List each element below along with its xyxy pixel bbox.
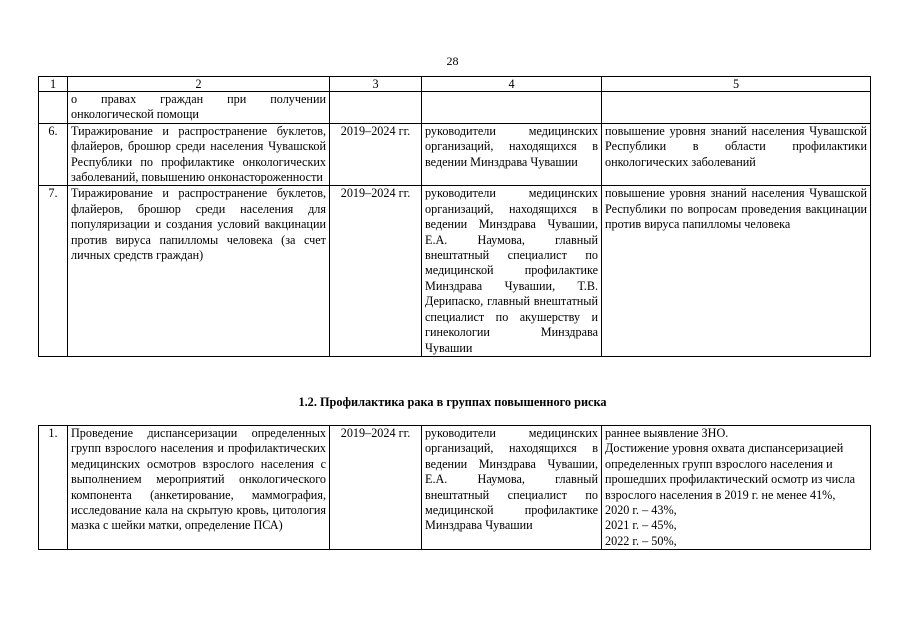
column-number-header (39, 77, 871, 92)
years-cell: 2019–2024 гг. (330, 426, 422, 550)
years-cell: 2019–2024 гг. (330, 186, 422, 356)
responsible-cell: руководители медицинских организаций, находящихся в ведении Минздрава Чувашии (422, 123, 602, 186)
row-number: 7. (39, 186, 68, 356)
risk-groups-table (38, 425, 871, 550)
result-cell: повышение уровня знаний населения Чувашской Республики в области профилактики онкологических заболеваний (602, 123, 871, 186)
result-line: 2020 г. – 43%, (605, 503, 677, 518)
result-line: 2022 г. – 50%, (605, 533, 677, 548)
result-line: раннее выявление ЗНО. (605, 426, 729, 440)
action-cell: Тиражирование и распространение буклетов, флайеров, брошюр среди населения Чувашской Республики по профилактике онкологических заболеваний, повышению онконастороженности (68, 123, 330, 186)
column-header: 4 (422, 77, 602, 92)
column-header: 3 (330, 77, 422, 92)
measures-table-continued (38, 76, 871, 357)
result-cell: повышение уровня знаний населения Чувашской Республики по вопросам проведения вакцинации против вируса папилломы человека (602, 186, 871, 356)
result-cell (602, 92, 871, 124)
responsible-cell: руководители медицинских организаций, находящихся в ведении Минздрава Чувашии, Е.А. Наумова, главный внештатный специалист по медицинской профилактике Минздрава Чувашии, Т.В. Дерипаско, главный внештатный специалист по акушерству и гинекологии Минздрава Чувашии (422, 186, 602, 356)
column-header: 2 (68, 77, 330, 92)
column-header: 1 (39, 77, 68, 92)
table-row (39, 186, 871, 356)
action-cell: о правах граждан при получении онкологической помощи (68, 92, 330, 124)
result-line: Достижение уровня охвата диспансеризацией определенных групп взрослого населения и прошедших профилактический осмотр из числа взрослого населения в 2019 г. не менее 41%, (605, 441, 856, 502)
column-header: 5 (602, 77, 871, 92)
result-line: 2021 г. – 45%, (605, 518, 677, 533)
years-cell: 2019–2024 гг. (330, 123, 422, 186)
result-cell (602, 426, 871, 550)
page-number: 28 (446, 54, 459, 68)
action-cell: Тиражирование и распространение буклетов, флайеров, брошюр среди населения для популяризации и создания условий вакцинации против вируса папилломы человека (за счет личных средств граждан) (68, 186, 330, 356)
table-row (39, 92, 871, 124)
table-row (39, 123, 871, 186)
section-title: 1.2. Профилактика рака в группах повышенного риска (298, 395, 607, 409)
row-number: 6. (39, 123, 68, 186)
row-number: 1. (39, 426, 68, 550)
years-cell (330, 92, 422, 124)
action-cell: Проведение диспансеризации определенных групп взрослого населения и профилактических медицинских осмотров взрослого населения с выполнением мероприятий онкологического компонента (анкетирование, маммография, исследование кала на скрытую кровь, цитология мазка с шейки матки, определение ПСА) (68, 426, 330, 550)
responsible-cell (422, 92, 602, 124)
table-row (39, 426, 871, 550)
responsible-cell: руководители медицинских организаций, находящихся в ведении Минздрава Чувашии, Е.А. Наумова, главный внештатный специалист по медицинской профилактике Минздрава Чувашии (422, 426, 602, 550)
row-number (39, 92, 68, 124)
